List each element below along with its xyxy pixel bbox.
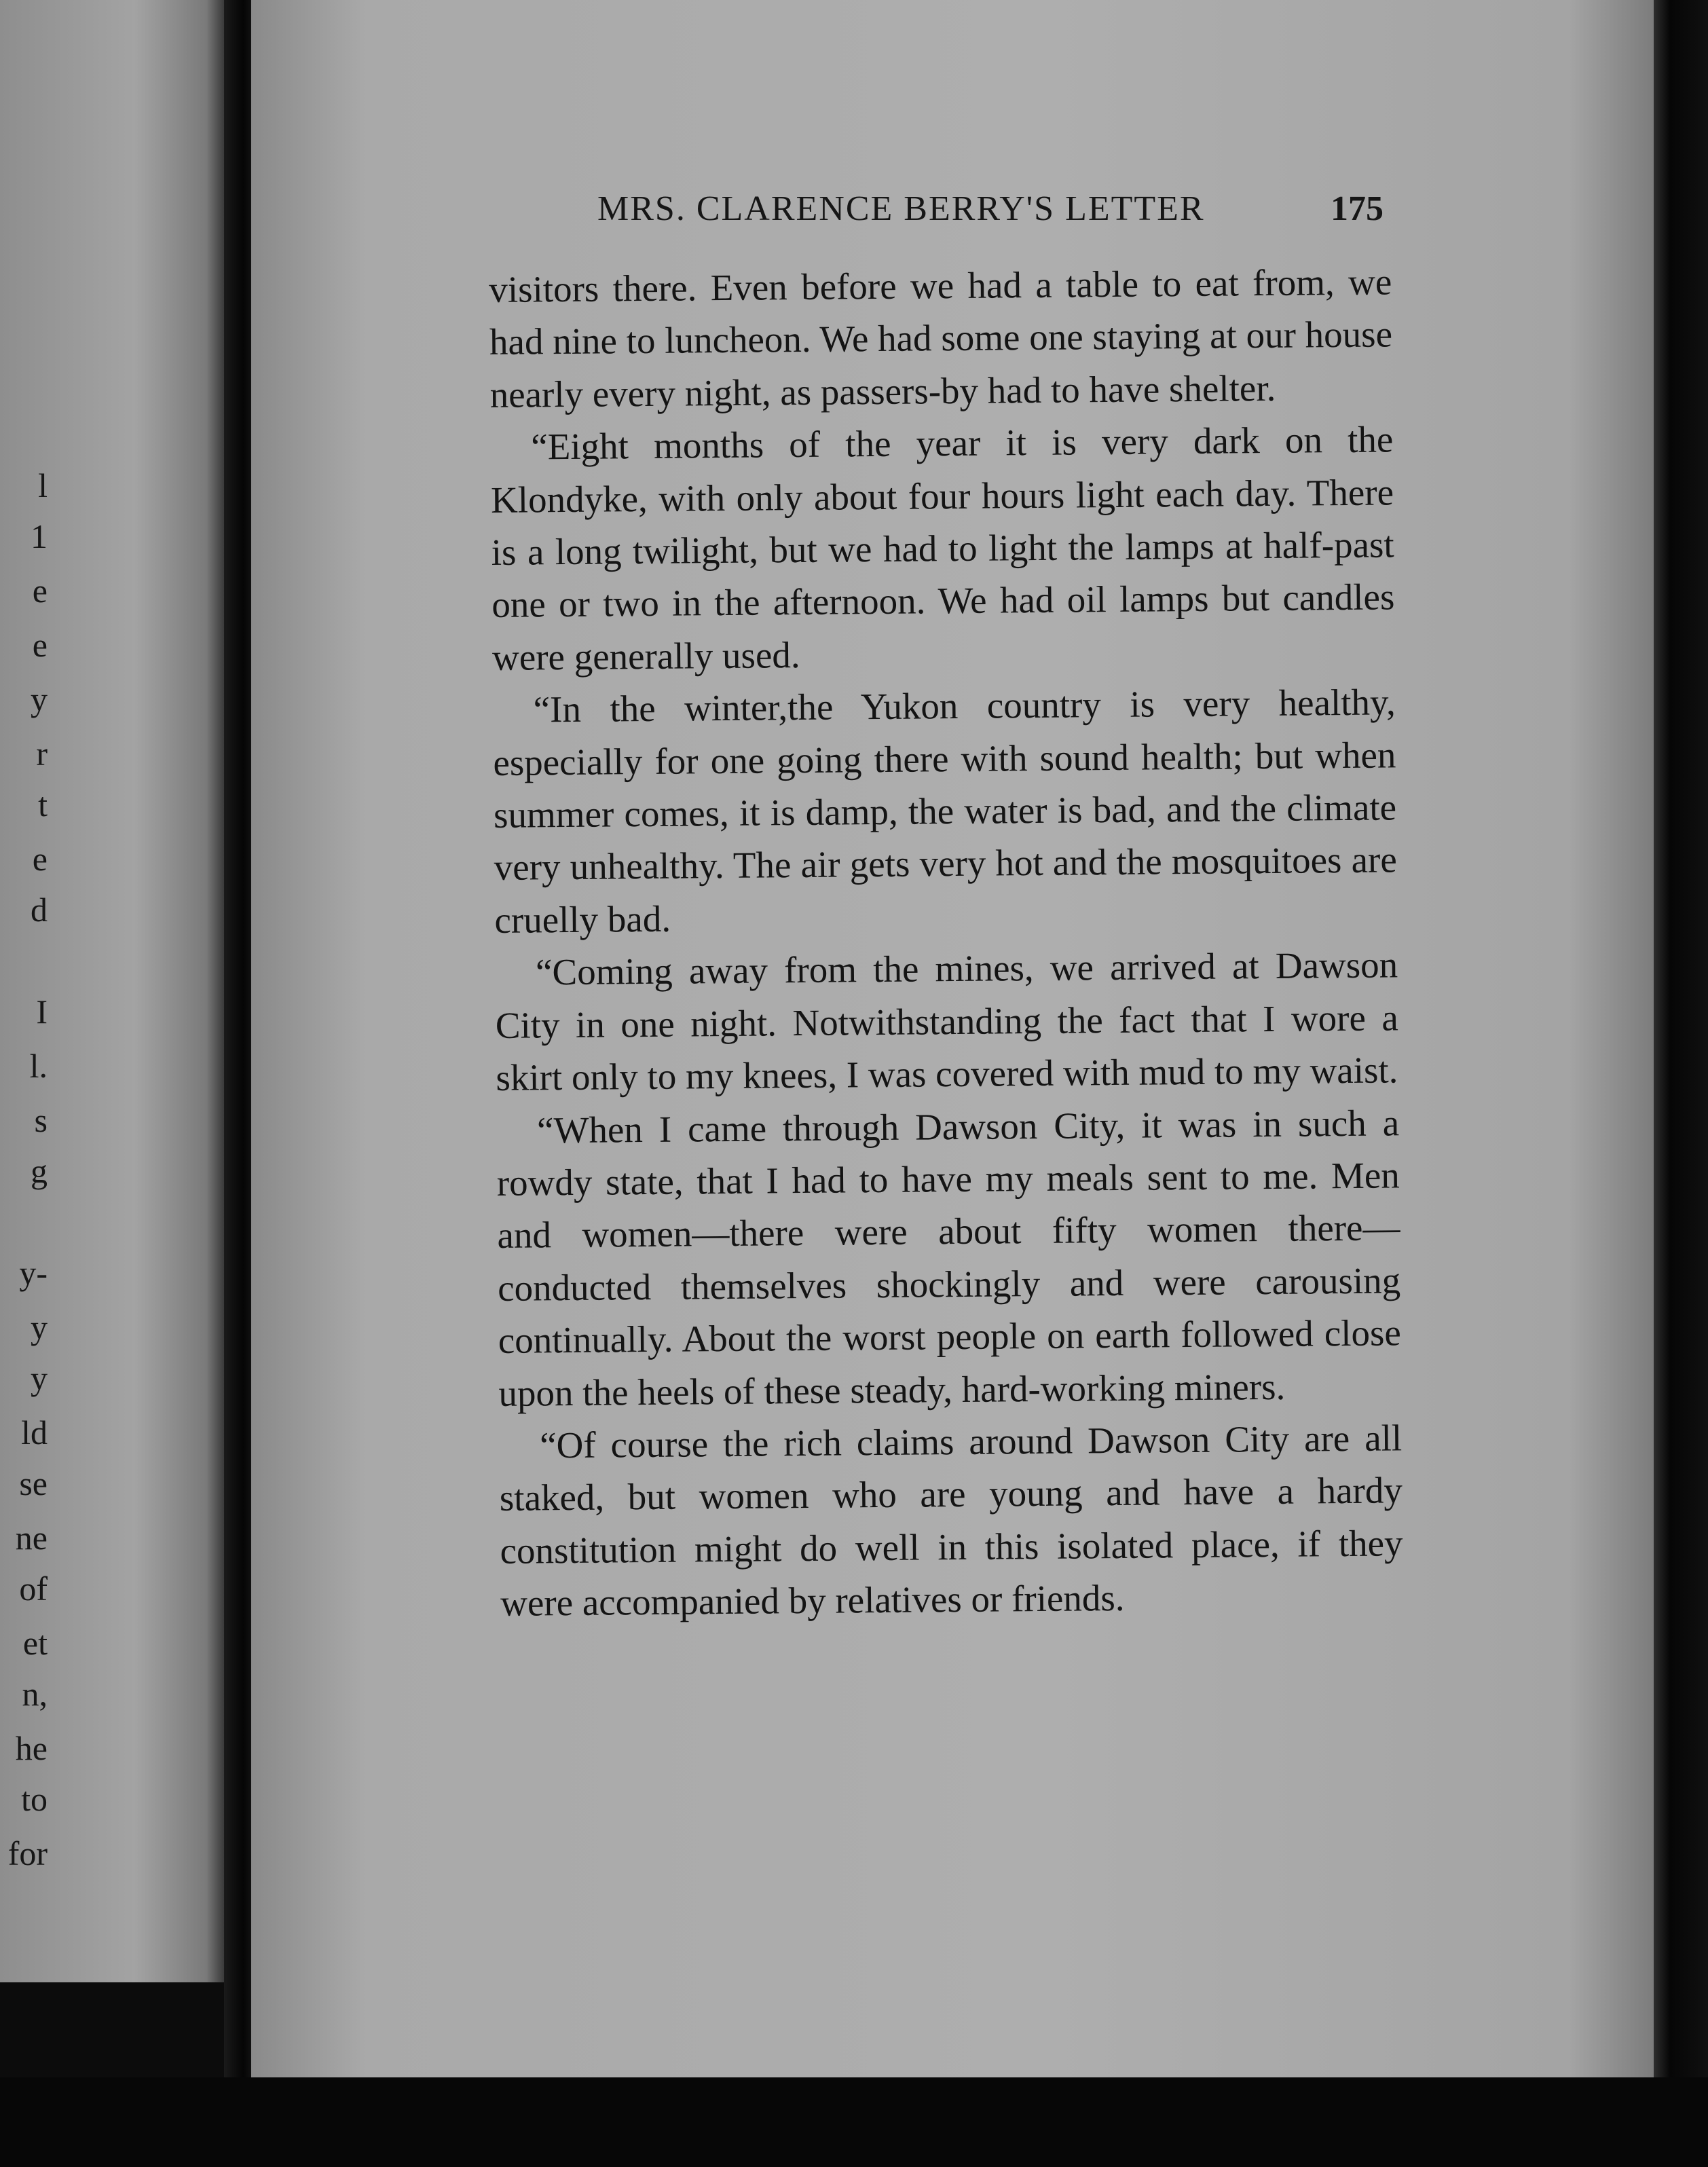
left-fragment: l [38, 466, 48, 504]
left-fragment: g [31, 1152, 48, 1190]
left-fragment: he [15, 1729, 48, 1767]
left-fragment: of [19, 1570, 48, 1608]
paragraph: “Eight months of the year it is very dark on the Klondyke, with only about four hours light each day. There is a long twilight, but we had to light the lamps at half-past one or two in the afternoon. We had oil lamps but candles were generally used. [490, 418, 1395, 678]
paragraph: “Coming away from the mines, we arrived at Dawson City in one night. Notwithstanding the fact that I wore a skirt only to my knees, I was covered with mud to my waist. [495, 944, 1399, 1099]
left-fragment: et [22, 1624, 48, 1662]
left-fragment: ne [15, 1519, 48, 1557]
left-fragment: r [36, 735, 48, 773]
left-fragment: e [32, 572, 48, 610]
page-edge [1654, 0, 1708, 2167]
left-fragment: for [7, 1834, 48, 1872]
left-fragment: e [32, 840, 48, 878]
facing-page-left [0, 0, 224, 1982]
page-number: 175 [1331, 189, 1384, 228]
left-fragment: t [38, 785, 48, 823]
body-text [489, 255, 1404, 1629]
left-fragment: 1 [31, 517, 48, 555]
left-fragment: d [31, 891, 48, 929]
left-fragment: ld [21, 1413, 48, 1451]
left-fragment: s [34, 1101, 48, 1139]
paragraph: “When I came through Dawson City, it was in such a rowdy state, that I had to have my meals sent to me. Men and women—there were about fifty women there—conducted themselves shockingly and were carousing continually. About the worst people on earth followed close upon the heels of these steady, hard-working miners. [496, 1101, 1402, 1414]
paragraph: “In the winter,the Yukon country is very healthy, especially for one going there with sound health; but when summer comes, it is damp, the water is bad, and the climate very unhealthy. The air gets very hot and the mosquitoes are cruelly bad. [493, 681, 1397, 941]
left-fragment: to [21, 1780, 48, 1818]
left-fragment: e [32, 626, 48, 664]
left-fragment: y [31, 1308, 48, 1346]
scan-border [0, 2077, 1708, 2167]
left-fragment: y [31, 680, 48, 718]
left-fragment: n, [22, 1675, 48, 1713]
running-head: MRS. CLARENCE BERRY'S LETTER [597, 189, 1205, 228]
left-fragment: y [31, 1359, 48, 1397]
left-fragment: y- [19, 1254, 48, 1292]
paragraph: “Of course the rich claims around Dawson City are all staked, but women who are young and have a hardy constitution might do well in this isolated place, if they were accompanied by relatives or friends. [499, 1417, 1403, 1625]
paragraph: visitors there. Even before we had a table to eat from, we had nine to luncheon. We had some one staying at our house nearly every night, as passers-by had to have shelter. [489, 261, 1393, 415]
left-fragment: l. [29, 1047, 48, 1085]
left-fragment: se [19, 1464, 48, 1502]
left-fragment: I [36, 993, 48, 1031]
